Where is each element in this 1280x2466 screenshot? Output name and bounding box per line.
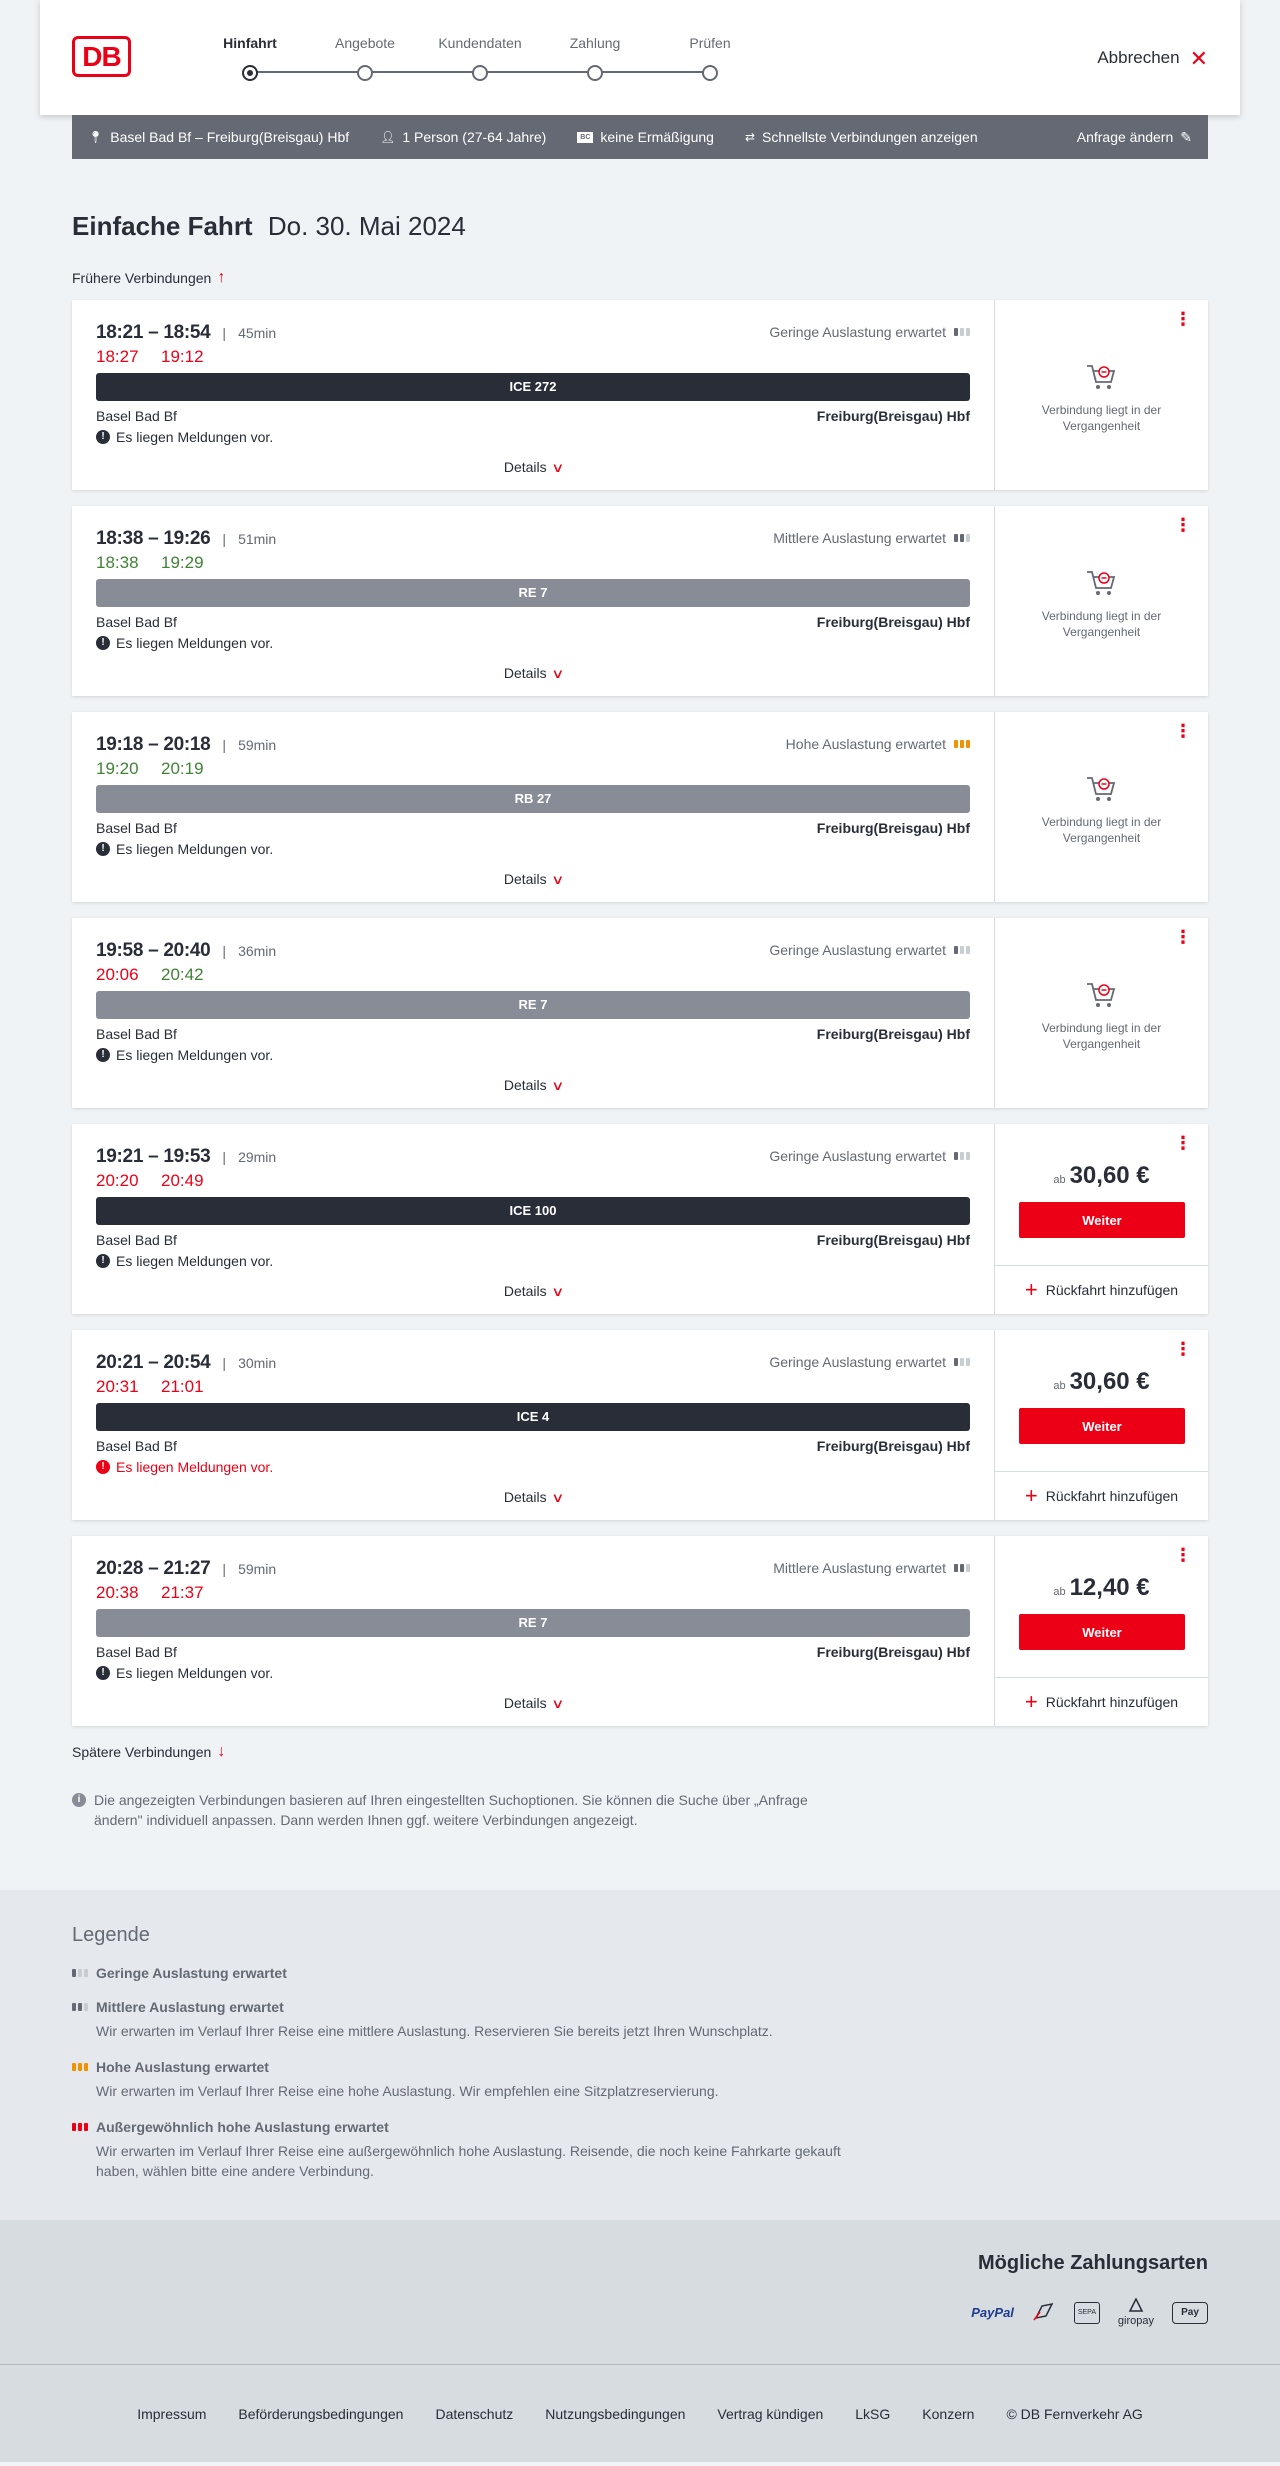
info-icon: i [72,1793,86,1807]
cart-icon [1085,980,1119,1010]
duration: 45min [238,325,277,341]
step-pruefen[interactable] [650,34,770,81]
person-icon: 👤︎ [380,130,396,144]
offer-panel [994,712,1208,902]
footer-link-konzern[interactable]: Konzern [922,2405,975,2422]
stations [96,613,970,631]
page-title [72,210,1208,242]
details-toggle[interactable] [72,665,994,682]
notice [96,1459,970,1475]
stations [96,1025,970,1043]
price-value: 12,40 € [1069,1574,1150,1601]
more-options-icon[interactable]: ⋮ [1174,309,1192,329]
occupancy-mid-icon [72,2003,88,2011]
more-options-icon[interactable]: ⋮ [1174,1133,1192,1153]
notice-text: Es liegen Meldungen vor. [116,841,274,857]
scheduled-times: 19:21 – 19:53 [96,1146,211,1167]
credit-card-icon [1032,2300,1056,2325]
chevron-down-icon: ∨ [550,872,565,887]
notice [96,1047,970,1063]
legend-item-desc: Wir erwarten im Verlauf Ihrer Reise eine außergewöhnlich hohe Auslastung. Reisende, die noch keine Fahrkarte gekauft haben, wählen bitte eine andere Verbindung. [96,2143,841,2179]
occupancy-label: Geringe Auslastung erwartet [769,1354,946,1370]
duration: 29min [238,1149,277,1165]
occupancy-low-icon [954,946,970,954]
more-options-icon[interactable]: ⋮ [1174,927,1192,947]
offer-panel [994,1536,1208,1726]
stations [96,407,970,425]
realtime-times [96,1377,970,1397]
plus-icon: + [1024,1689,1038,1714]
change-request-button[interactable] [1077,129,1192,146]
legend-item-label: Außergewöhnlich hohe Auslastung erwartet [96,2119,389,2135]
realtime-arrival: 20:42 [161,965,204,984]
occupancy-label: Mittlere Auslastung erwartet [773,1560,946,1576]
offer-panel [994,918,1208,1108]
more-options-icon[interactable]: ⋮ [1174,721,1192,741]
notice-text: Es liegen Meldungen vor. [116,1459,274,1475]
realtime-arrival: 21:37 [161,1583,204,1602]
realtime-arrival: 19:29 [161,553,204,572]
train-bar[interactable]: ICE 100 [96,1197,970,1225]
realtime-arrival: 20:49 [161,1171,204,1190]
chevron-down-icon: ∨ [550,460,565,475]
occupancy-mid-icon [954,1564,970,1572]
exclamation-icon: ! [96,430,110,444]
chevron-down-icon: ∨ [550,666,565,681]
plus-icon: + [1024,1483,1038,1508]
discount-summary [577,129,714,145]
occupancy-info [773,530,970,546]
destination-station: Freiburg(Breisgau) Hbf [816,820,970,836]
details-label: Details [503,665,547,681]
step-label: Kundendaten [438,35,522,51]
fastest-text: Schnellste Verbindungen anzeigen [762,129,978,145]
weiter-button[interactable]: Weiter [1019,1202,1185,1238]
destination-station: Freiburg(Breisgau) Hbf [816,1644,970,1660]
destination-station: Freiburg(Breisgau) Hbf [816,614,970,630]
connection-card[interactable] [72,1536,1208,1726]
train-bar[interactable]: RE 7 [96,579,970,607]
payment-icons [971,2298,1208,2327]
stations [96,1643,970,1661]
price-prefix: ab [1053,1380,1066,1392]
occupancy-low-icon [954,1152,970,1160]
destination-station: Freiburg(Breisgau) Hbf [816,1438,970,1454]
step-angebote[interactable] [305,34,425,81]
add-return-button[interactable] [995,1677,1208,1726]
bahncard-icon: BC [577,132,593,143]
details-label: Details [503,1077,547,1093]
step-dot-icon [357,65,373,81]
apple-pay-label: Pay [1181,2306,1199,2318]
discount-text: keine Ermäßigung [600,129,714,145]
past-connection-note [995,774,1208,846]
details-toggle[interactable] [72,1489,994,1506]
weiter-button[interactable]: Weiter [1019,1614,1185,1650]
separator: | [222,1149,227,1165]
connection-card[interactable] [72,712,1208,902]
notice [96,635,970,651]
cancel-button[interactable] [1097,45,1208,71]
add-return-button[interactable] [995,1265,1208,1314]
details-label: Details [503,459,547,475]
connection-info [72,506,994,696]
legend-section [0,1890,1280,2220]
realtime-departure: 20:06 [96,965,139,984]
details-label: Details [503,1489,547,1505]
realtime-times [96,553,970,573]
connection-info [72,1124,994,1314]
stations [96,819,970,837]
payment-methods-title: Mögliche Zahlungsarten [977,2252,1208,2274]
offer-panel [994,1124,1208,1314]
legend-item-desc: Wir erwarten im Verlauf Ihrer Reise eine hohe Auslastung. Wir empfehlen eine Sitzplatzreservierung. [96,2083,719,2099]
legend-item [72,1965,1208,1981]
legend-item-title [72,1965,1208,1981]
paypal-icon: PayPal [971,2305,1014,2320]
realtime-times [96,1583,970,1603]
connection-info [72,1330,994,1520]
chevron-down-icon: ∨ [550,1696,565,1711]
duration: 30min [238,1355,277,1371]
add-return-button[interactable] [995,1471,1208,1520]
exclamation-icon: ! [96,1048,110,1062]
occupancy-low-icon [954,328,970,336]
duration: 59min [238,737,277,753]
scheduled-times: 18:38 – 19:26 [96,528,211,549]
arrow-down-icon: ↓ [217,1743,226,1760]
details-toggle[interactable] [72,1695,994,1712]
separator: | [222,1561,227,1577]
price-prefix: ab [1053,1174,1066,1186]
step-label: Zahlung [569,35,621,51]
connection-card[interactable] [72,300,1208,490]
occupancy-label: Mittlere Auslastung erwartet [773,530,946,546]
realtime-times [96,347,970,367]
more-options-icon[interactable]: ⋮ [1174,1339,1192,1359]
duration: 51min [238,531,277,547]
footer-link-befoerderungsbedingungen[interactable]: Beförderungsbedingungen [238,2405,404,2422]
price [1019,1162,1184,1190]
train-bar[interactable]: RE 7 [96,991,970,1019]
footer-copyright: © DB Fernverkehr AG [1006,2405,1143,2422]
details-toggle[interactable] [72,1077,994,1094]
connection-list [72,300,1208,1726]
separator: | [222,531,227,547]
search-summary-bar [72,115,1208,159]
sepa-icon: SEPA [1074,2302,1100,2324]
legend-item [72,2119,1208,2181]
realtime-departure: 18:27 [96,347,139,366]
add-return-label: Rückfahrt hinzufügen [1045,1694,1179,1710]
notice [96,841,970,857]
step-kundendaten[interactable] [420,34,540,81]
stations [96,1231,970,1249]
header [40,0,1240,115]
train-bar[interactable]: RE 7 [96,1609,970,1637]
occupancy-info [786,736,970,752]
connection-info [72,1536,994,1726]
past-connection-note [995,980,1208,1052]
cancel-label: Abbrechen [1097,48,1180,67]
footer-link-vertrag-kuendigen[interactable]: Vertrag kündigen [717,2405,824,2422]
info-text: Die angezeigten Verbindungen basieren auf Ihren eingestellten Suchoptionen. Sie können die Suche über „Anfrage ändern" individuell anpassen. Dann werden Ihnen ggf. weitere Verbindungen angezeigt. [94,1792,808,1828]
separator: | [222,737,227,753]
occupancy-high-icon [954,740,970,748]
payment-methods-section [0,2220,1280,2364]
realtime-arrival: 21:01 [161,1377,204,1396]
occupancy-low-icon [72,1969,88,1977]
cart-icon [1085,774,1119,804]
scheduled-times: 18:21 – 18:54 [96,322,211,343]
notice-text: Es liegen Meldungen vor. [116,1047,274,1063]
add-return-label: Rückfahrt hinzufügen [1045,1282,1179,1298]
fastest-summary [745,129,978,145]
occupancy-info [773,1560,970,1576]
legend-item-label: Mittlere Auslastung erwartet [96,1999,284,2015]
origin-station: Basel Bad Bf [96,820,177,836]
legend-item-label: Hohe Auslastung erwartet [96,2059,269,2075]
past-connection-note [995,568,1208,640]
occupancy-label: Geringe Auslastung erwartet [769,942,946,958]
location-pin-icon: 📍︎ [88,130,104,144]
offer-panel [994,1330,1208,1520]
connection-card[interactable] [72,918,1208,1108]
step-label: Hinfahrt [223,35,277,51]
occupancy-info [769,1148,970,1164]
realtime-departure: 19:20 [96,759,139,778]
connection-info [72,918,994,1108]
step-label: Angebote [335,35,395,51]
legend-list [72,1965,1208,2181]
exclamation-icon: ! [96,636,110,650]
duration: 59min [238,1561,277,1577]
booking-stepper [210,34,750,84]
change-request-label: Anfrage ändern [1076,129,1174,145]
legend-item [72,1999,1208,2041]
scheduled-times: 19:58 – 20:40 [96,940,211,961]
exclamation-icon: ! [96,1460,110,1474]
step-dot-icon [242,65,258,81]
train-bar[interactable]: ICE 272 [96,373,970,401]
notice-text: Es liegen Meldungen vor. [116,1665,274,1681]
details-label: Details [503,1283,547,1299]
step-hinfahrt[interactable] [190,34,310,81]
later-label: Spätere Verbindungen [72,1744,212,1760]
occupancy-extreme-icon [72,2123,88,2131]
search-info-note [72,1790,852,1830]
realtime-departure: 20:20 [96,1171,139,1190]
occupancy-info [769,324,970,340]
legend-item-title [72,2119,1208,2135]
chevron-down-icon: ∨ [550,1284,565,1299]
realtime-times [96,1171,970,1191]
price [1019,1368,1184,1396]
passenger-summary [380,129,546,145]
step-label: Prüfen [689,35,731,51]
stations [96,1437,970,1455]
footer-link-lksg[interactable]: LkSG [855,2405,891,2422]
occupancy-label: Hohe Auslastung erwartet [785,736,946,752]
realtime-times [96,965,970,985]
add-return-label: Rückfahrt hinzufügen [1045,1488,1179,1504]
occupancy-low-icon [954,1358,970,1366]
origin-station: Basel Bad Bf [96,1438,177,1454]
occupancy-label: Geringe Auslastung erwartet [769,1148,946,1164]
connection-info [72,712,994,902]
trip-date: Do. 30. Mai 2024 [267,211,466,241]
scheduled-times: 20:21 – 20:54 [96,1352,211,1373]
realtime-departure: 20:38 [96,1583,139,1602]
price-value: 30,60 € [1069,1162,1150,1189]
legend-item-desc: Wir erwarten im Verlauf Ihrer Reise eine mittlere Auslastung. Reservieren Sie bereits jetzt Ihren Wunschplatz. [96,2023,773,2039]
db-logo[interactable]: DB [72,36,131,77]
connection-card[interactable] [72,1330,1208,1520]
train-bar[interactable]: RB 27 [96,785,970,813]
details-toggle[interactable] [72,459,994,476]
trip-type: Einfache Fahrt [72,211,253,241]
price-box [1019,1368,1184,1444]
separator: | [222,1355,227,1371]
details-label: Details [503,1695,547,1711]
top-area [0,0,1280,146]
scheduled-times: 20:28 – 21:27 [96,1558,211,1579]
legend-item-title [72,2059,1208,2075]
separator: | [222,943,227,959]
close-icon: ✕ [1189,45,1208,71]
price [1019,1574,1184,1602]
route-text: Basel Bad Bf – Freiburg(Breisgau) Hbf [110,129,350,145]
step-dot-icon [472,65,488,81]
realtime-departure: 18:38 [96,553,139,572]
connection-card[interactable] [72,1124,1208,1314]
giropay-icon [1118,2298,1154,2327]
route-summary [88,129,349,145]
plus-icon: + [1024,1277,1038,1302]
realtime-arrival: 19:12 [161,347,204,366]
details-toggle[interactable] [72,1283,994,1300]
later-connections-link[interactable] [72,1744,225,1760]
legend-item-label: Geringe Auslastung erwartet [96,1965,287,1981]
occupancy-high-icon [72,2063,88,2071]
destination-station: Freiburg(Breisgau) Hbf [816,408,970,424]
step-dot-icon [702,65,718,81]
occupancy-info [769,942,970,958]
past-label: Verbindung liegt in der Vergangenheit [1041,815,1162,845]
destination-station: Freiburg(Breisgau) Hbf [816,1232,970,1248]
cart-icon [1085,568,1119,598]
duration: 36min [238,943,277,959]
price-prefix: ab [1053,1586,1066,1598]
notice-text: Es liegen Meldungen vor. [116,429,274,445]
cart-icon [1085,362,1119,392]
exclamation-icon: ! [96,842,110,856]
legend-item [72,2059,1208,2101]
realtime-arrival: 20:19 [161,759,204,778]
origin-station: Basel Bad Bf [96,614,177,630]
realtime-departure: 20:31 [96,1377,139,1396]
past-label: Verbindung liegt in der Vergangenheit [1041,1021,1162,1051]
destination-station: Freiburg(Breisgau) Hbf [816,1026,970,1042]
results-main [0,146,1280,1830]
apple-pay-icon [1172,2302,1208,2324]
offer-panel [994,300,1208,490]
origin-station: Basel Bad Bf [96,1232,177,1248]
connection-card[interactable] [72,506,1208,696]
arrow-up-icon: ↑ [217,269,226,286]
notice-text: Es liegen Meldungen vor. [116,1253,274,1269]
notice [96,1665,970,1681]
separator: | [222,325,227,341]
exclamation-icon: ! [96,1666,110,1680]
details-toggle[interactable] [72,871,994,888]
occupancy-info [769,1354,970,1370]
notice [96,1253,970,1269]
notice-text: Es liegen Meldungen vor. [116,635,274,651]
footer [0,2364,1280,2462]
price-box [1019,1162,1184,1238]
swap-arrows-icon: ⇄ [744,130,756,144]
step-dot-icon [587,65,603,81]
origin-station: Basel Bad Bf [96,408,177,424]
legend-title: Legende [72,1924,150,1946]
footer-link-impressum[interactable]: Impressum [137,2405,207,2422]
footer-link-nutzungsbedingungen[interactable]: Nutzungsbedingungen [545,2405,686,2422]
price-value: 30,60 € [1069,1368,1150,1395]
chevron-down-icon: ∨ [550,1078,565,1093]
price-box [1019,1574,1184,1650]
more-options-icon[interactable]: ⋮ [1174,515,1192,535]
weiter-button[interactable]: Weiter [1019,1408,1185,1444]
train-bar[interactable]: ICE 4 [96,1403,970,1431]
origin-station: Basel Bad Bf [96,1644,177,1660]
exclamation-icon: ! [96,1254,110,1268]
past-connection-note [995,362,1208,434]
scheduled-times: 19:18 – 20:18 [96,734,211,755]
details-label: Details [503,871,547,887]
chevron-down-icon: ∨ [550,1490,565,1505]
realtime-times [96,759,970,779]
passenger-text: 1 Person (27-64 Jahre) [402,129,547,145]
footer-link-datenschutz[interactable]: Datenschutz [435,2405,514,2422]
origin-station: Basel Bad Bf [96,1026,177,1042]
more-options-icon[interactable]: ⋮ [1174,1545,1192,1565]
legend-item-title [72,1999,1208,2015]
earlier-label: Frühere Verbindungen [72,270,212,286]
connection-info [72,300,994,490]
pencil-icon: ✎ [1180,128,1192,145]
occupancy-label: Geringe Auslastung erwartet [769,324,946,340]
past-label: Verbindung liegt in der Vergangenheit [1041,609,1162,639]
step-zahlung[interactable] [535,34,655,81]
earlier-connections-link[interactable] [72,270,225,286]
offer-panel [994,506,1208,696]
occupancy-mid-icon [954,534,970,542]
giropay-label: giropay [1117,2315,1154,2327]
notice [96,429,970,445]
past-label: Verbindung liegt in der Vergangenheit [1041,403,1162,433]
